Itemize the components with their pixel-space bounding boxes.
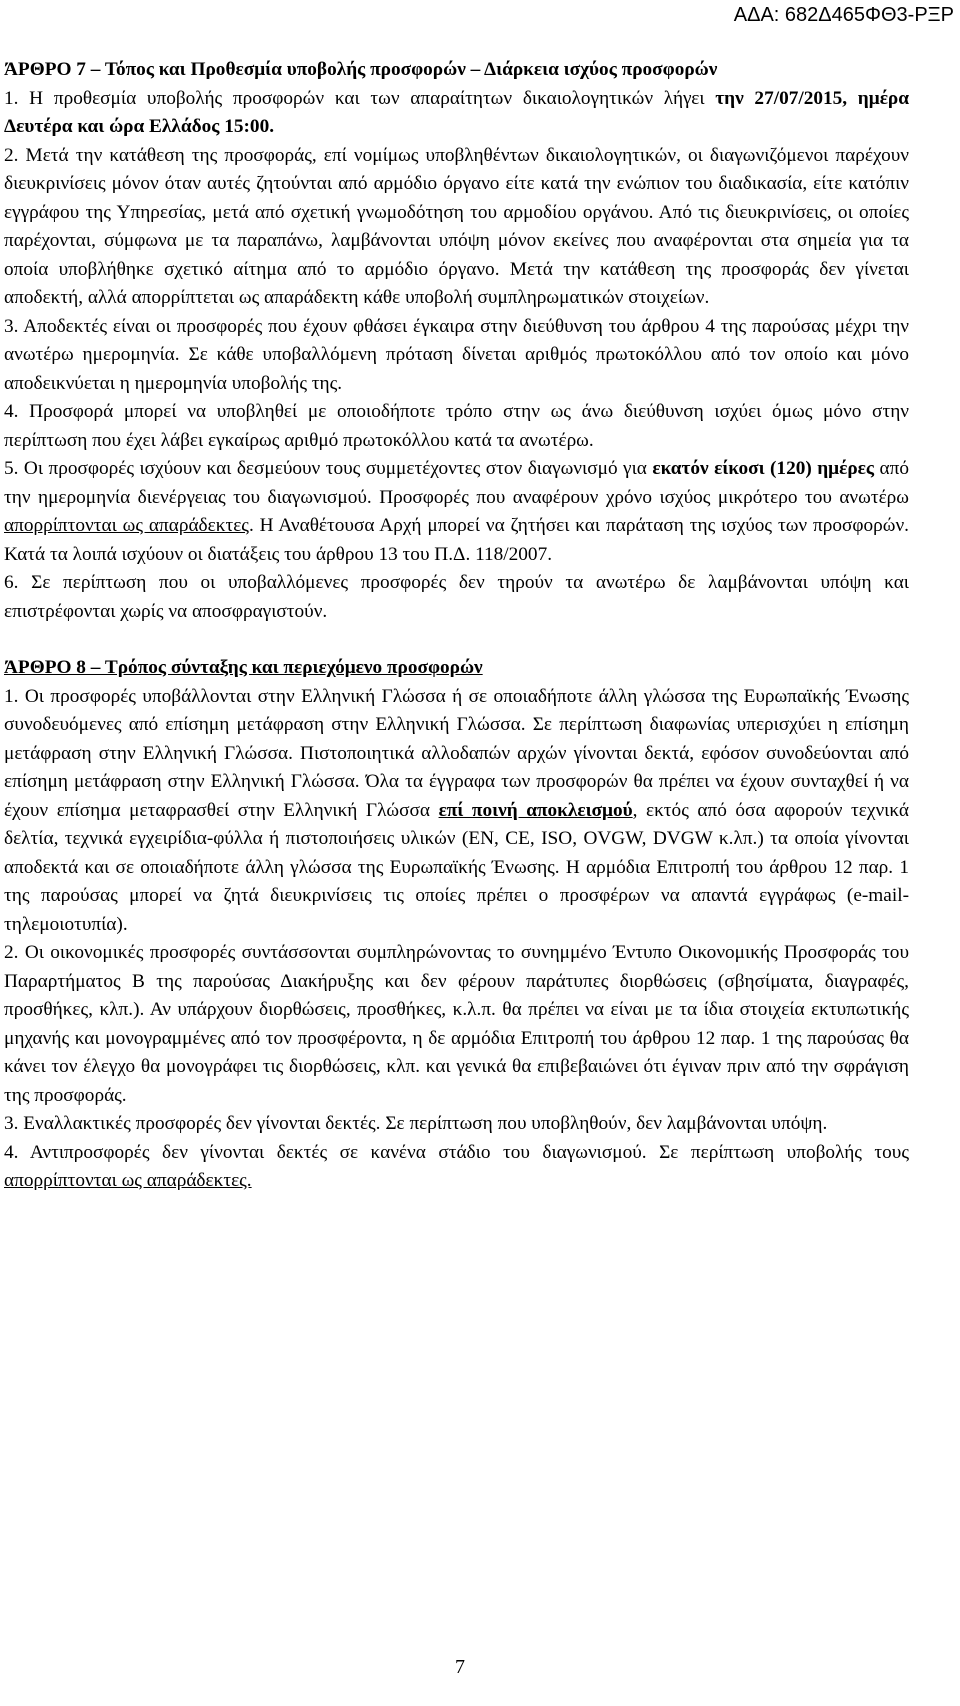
article-7-paragraph-1 (4, 85, 909, 142)
exclusion-penalty-text: επί ποινή αποκλεισμού (438, 799, 633, 821)
article-7-paragraph-5 (4, 455, 909, 569)
rejection-text: απορρίπτονται ως απαράδεκτες. (4, 1170, 252, 1191)
deadline-text: την 27/07/2015, ημέρα Δευτέρα και ώρα Ελλάδος 15:00. (4, 87, 910, 137)
article-7-paragraph-2: 2. Μετά την κατάθεση της προσφοράς, επί νομίμως υποβληθέντων δικαιολογητικών, οι διαγωνιζόμενοι παρέχουν διευκρινίσεις μόνον όταν αυτές ζητούνται από αρμόδιο όργανο είτε κατά την ενώπιον του διαδικασία, είτε κατόπιν εγγράφου της Υπηρεσίας, μετά από σχετική γνωμοδότηση του αρμοδίου οργάνου. Από τις διευκρινίσεις, οι οποίες παρέχονται, σύμφωνα με τα παραπάνω, λαμβάνονται υπόψη μόνον εκείνες που αναφέρονται στα σημεία για τα οποία υποβλήθηκε σχετικό αίτημα από το αρμόδιο όργανο. Μετά την κατάθεση της προσφοράς δεν γίνεται αποδεκτή, αλλά απορρίπτεται ως απαράδεκτη κάθε υποβολή συμπληρωματικών στοιχείων. (4, 144, 909, 308)
rejection-text: απορρίπτονται ως απαράδεκτες (4, 515, 249, 536)
article-8-paragraph-3: 3. Εναλλακτικές προσφορές δεν γίνονται δεκτές. Σε περίπτωση που υποβληθούν, δεν λαμβάνονται υπόψη. (4, 1113, 828, 1134)
text-run: 1. Η προθεσμία υποβολής προσφορών και των απαραίτητων δικαιολογητικών λήγει (4, 87, 716, 109)
article-8-paragraph-4 (4, 1139, 909, 1196)
validity-period-text: εκατόν είκοσι (120) ημέρες (652, 458, 875, 479)
article-7-title: ΆΡΘΡΟ 7 – Τόπος και Προθεσμία υποβολής προσφορών – Διάρκεια ισχύος προσφορών (4, 59, 718, 80)
text-run: . Η Αναθέτουσα Αρχή μπορεί να ζητήσει και παράταση της ισχύος των προσφορών. Κατά τα λοιπά ισχύουν οι διατάξεις του άρθρου 13 του Π.Δ. 118/2007. (4, 515, 910, 565)
page-number: 7 (455, 1656, 465, 1678)
article-8-title: ΆΡΘΡΟ 8 – Τρόπος σύνταξης και περιεχόμενο προσφορών (4, 657, 483, 678)
section-gap (4, 626, 909, 654)
ada-code: ΑΔΑ: 682Δ465ΦΘ3-ΡΞΡ (733, 4, 954, 26)
text-run: από την ημερομηνία διενέργειας του διαγωνισμού. Προσφορές που αναφέρουν χρόνο ισχύος μικρότερο του ανωτέρω (4, 458, 909, 508)
article-8-paragraph-1 (4, 683, 909, 940)
text-run: , εκτός από όσα αφορούν τεχνικά δελτία, τεχνικά εγχειρίδια-φύλλα ή πιστοποιήσεις υλικών (EN, CE, ISO, OVGW, DVGW κ.λπ.) τα οποία γίνονται αποδεκτά και σε οποιαδήποτε άλλη γλώσσα της Ευρωπαϊκής Ένωσης. Η αρμόδια Επιτροπή του άρθρου 12 παρ. 1 της παρούσας μπορεί να ζητά διευκρινίσεις τις οποίες πρέπει ο προσφέρων να απαντά εγγράφως (e-mail-τηλεμοιοτυπία). (4, 799, 910, 935)
article-7-paragraph-3: 3. Αποδεκτές είναι οι προσφορές που έχουν φθάσει έγκαιρα στην διεύθυνση του άρθρου 4 της παρούσας μέχρι την ανωτέρω ημερομηνία. Σε κάθε υποβαλλόμενη πρόταση δίνεται αριθμός πρωτοκόλλου από τον οποίο και μόνο αποδεικνύεται η ημερομηνία υποβολής της. (4, 315, 909, 394)
article-7-paragraph-6: 6. Σε περίπτωση που οι υποβαλλόμενες προσφορές δεν τηρούν τα ανωτέρω δε λαμβάνονται υπόψη και επιστρέφονται χωρίς να αποσφραγιστούν. (4, 572, 909, 622)
article-8-paragraph-2: 2. Οι οικονομικές προσφορές συντάσσονται συμπληρώνοντας το συνημμένο Έντυπο Οικονομικής Προσφοράς του Παραρτήματος Β της παρούσας Διακήρυξης και δεν φέρουν παράτυπες διορθώσεις (σβησίματα, διαγραφές, προσθήκες, κλπ.). Αν υπάρχουν διορθώσεις, προσθήκες, κ.λ.π. θα πρέπει να είναι με τα ίδια στοιχεία εκτυπωτικής μηχανής και μονογραμμένες από τον προσφέροντα, η δε αρμόδια Επιτροπή του άρθρου 12 παρ. 1 της παρούσας θα κάνει τον έλεγχο θα μονογράφει τις διορθώσεις, κλπ. και γενικά θα επιβεβαιώνει ότι έγιναν πριν από την σφράγιση της προσφοράς. (4, 942, 909, 1106)
text-run: 4. Αντιπροσφορές δεν γίνονται δεκτές σε κανένα στάδιο του διαγωνισμού. Σε περίπτωση υποβολής τους (4, 1141, 909, 1163)
text-run: 5. Οι προσφορές ισχύουν και δεσμεύουν τους συμμετέχοντες στον διαγωνισμό για (4, 458, 653, 479)
text-run: 1. Οι προσφορές υποβάλλονται στην Ελληνική Γλώσσα ή σε οποιαδήποτε άλλη γλώσσα της Ευρωπαϊκής Ένωσης συνοδευόμενες από επίσημη μετάφραση στην Ελληνική Γλώσσα. Σε περίπτωση διαφωνίας υπερισχύει η επίσημη μετάφραση στην Ελληνική Γλώσσα. Πιστοποιητικά αλλοδαπών αρχών γίνονται δεκτά, εφόσον συνοδεύονται από επίσημη μετάφραση στην Ελληνική Γλώσσα. Όλα τα έγγραφα των προσφορών θα πρέπει να έχουν συνταχθεί ή να έχουν επίσημα μεταφρασθεί στην Ελληνική Γλώσσα (4, 685, 909, 821)
article-7-paragraph-4: 4. Προσφορά μπορεί να υποβληθεί με οποιοδήποτε τρόπο στην ως άνω διεύθυνση ισχύει όμως μόνο στην περίπτωση που έχει λάβει εγκαίρως αριθμό πρωτοκόλλου κατά τα ανωτέρω. (4, 401, 909, 451)
document-body (4, 56, 909, 1196)
